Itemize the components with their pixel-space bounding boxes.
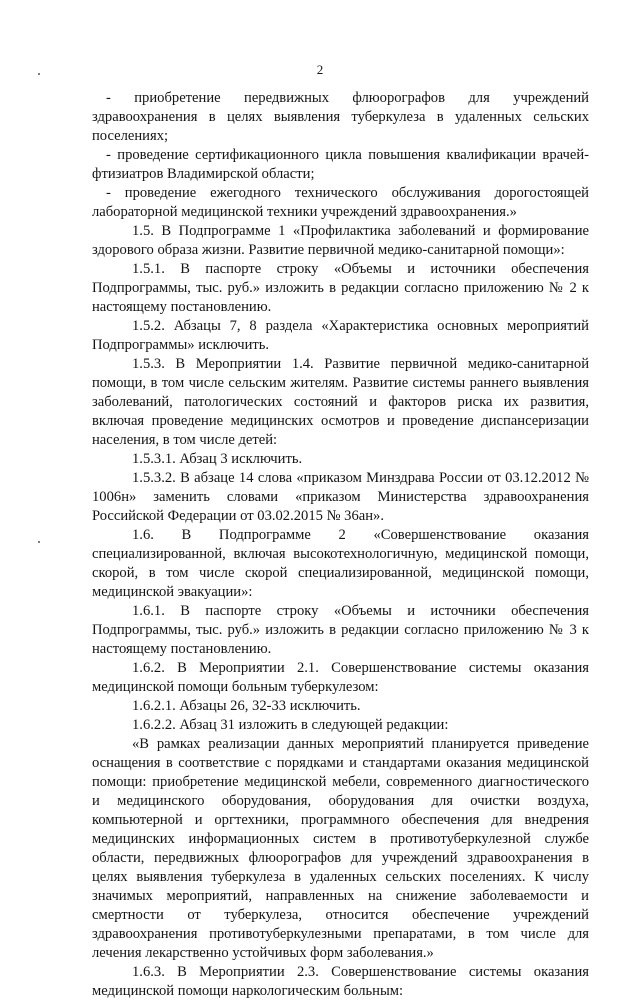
paragraph: 1.5.2. Абзацы 7, 8 раздела «Характеристика основных мероприятий Подпрограммы» исключить. bbox=[92, 318, 589, 353]
paragraph: 1.6.2.2. Абзац 31 изложить в следующей редакции: bbox=[132, 717, 449, 733]
paragraph: 1.5.3.1. Абзац 3 исключить. bbox=[132, 451, 303, 467]
quoted-paragraph: «В рамках реализации данных мероприятий планируется приведение оснащения в соответствие с порядками и стандартами оказания медицинской помощи: приобретение медицинской мебели, современного диагностического и медицинского оборудования, оборудования для очистки воздуха, компьютерной и оргтехники, программного обеспечения для внедрения медицинских информационных систем в противотуберкулезной службе области, передвижных флюорографов для учреждений здравоохранения в целях выявления туберкулеза в удаленных сельских поселениях. К числу значимых мероприятий, направленных на снижение заболеваемости и смертности от туберкулеза, относится обеспечение учреждений здравоохранения противотуберкулезными препаратами, в том числе для лечения лекарственно устойчивых форм заболевания.» bbox=[92, 736, 589, 961]
list-item: - проведение ежегодного технического обслуживания дорогостоящей лабораторной медицинской техники учреждений здравоохранения.» bbox=[92, 185, 589, 220]
scan-speck bbox=[38, 541, 40, 543]
paragraph: 1.5.1. В паспорте строку «Объемы и источники обеспечения Подпрограммы, тыс. руб.» изложить в редакции согласно приложению № 2 к настоящему постановлению. bbox=[92, 261, 589, 315]
paragraph: 1.5.3. В Мероприятии 1.4. Развитие первичной медико-санитарной помощи, в том числе сельским жителям. Развитие системы раннего выявления заболеваний, патологических состояний и факторов риска их развития, включая проведение медицинских осмотров и проведение диспансеризации населения, в том числе детей: bbox=[92, 356, 589, 448]
paragraph: 1.5.3.2. В абзаце 14 слова «приказом Минздрава России от 03.12.2012 № 1006н» заменить словами «приказом Министерства здравоохранения Российской Федерации от 03.02.2015 № 36ан». bbox=[92, 470, 589, 524]
document-body bbox=[92, 89, 589, 1001]
paragraph: 1.6.2. В Мероприятии 2.1. Совершенствование системы оказания медицинской помощи больным туберкулезом: bbox=[92, 660, 589, 695]
paragraph: 1.6.1. В паспорте строку «Объемы и источники обеспечения Подпрограммы, тыс. руб.» изложить в редакции согласно приложению № 3 к настоящему постановлению. bbox=[92, 603, 589, 657]
paragraph: 1.6. В Подпрограмме 2 «Совершенствование оказания специализированной, включая высокотехнологичную, медицинской помощи, скорой, в том числе скорой специализированной, медицинской помощи, медицинской эвакуации»: bbox=[92, 527, 589, 600]
list-item: - приобретение передвижных флюорографов для учреждений здравоохранения в целях выявления туберкулеза в удаленных сельских поселениях; bbox=[92, 90, 589, 144]
list-item: - проведение сертификационного цикла повышения квалификации врачей-фтизиатров Владимирской области; bbox=[92, 147, 589, 182]
paragraph: 1.5. В Подпрограмме 1 «Профилактика заболеваний и формирование здорового образа жизни. Развитие первичной медико-санитарной помощи»: bbox=[92, 223, 589, 258]
page-number: 2 bbox=[316, 62, 324, 77]
paragraph: 1.6.3. В Мероприятии 2.3. Совершенствование системы оказания медицинской помощи наркологическим больным: bbox=[92, 964, 589, 999]
paragraph: 1.6.2.1. Абзацы 26, 32-33 исключить. bbox=[132, 698, 361, 714]
scan-speck bbox=[38, 73, 40, 75]
